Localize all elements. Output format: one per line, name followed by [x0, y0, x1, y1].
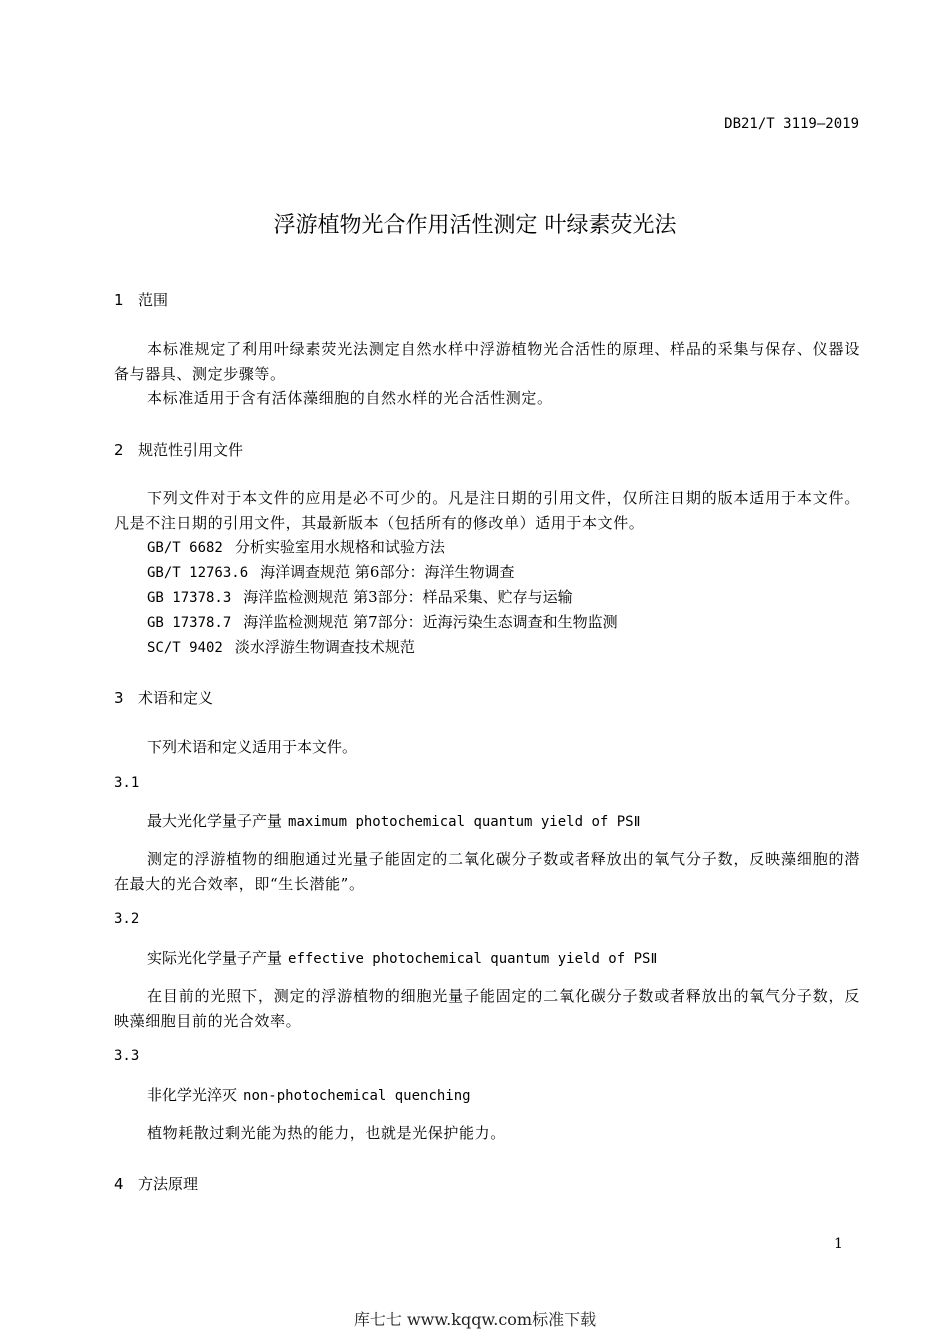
reference-item	[147, 636, 415, 657]
reference-item	[147, 561, 514, 582]
section-heading-2	[114, 439, 243, 460]
term-en: non-photochemical quenching	[243, 1088, 471, 1104]
reference-code: GB/T 6682	[147, 540, 223, 556]
section-number: 3	[114, 689, 124, 707]
section-heading-1	[114, 289, 168, 310]
reference-code: GB 17378.3	[147, 590, 232, 606]
term-en: maximum photochemical quantum yield of PSⅡ	[288, 814, 641, 830]
reference-name: 淡水浮游生物调查技术规范	[234, 638, 415, 656]
section-heading-4	[114, 1173, 198, 1194]
reference-item	[147, 536, 445, 557]
term-en: effective photochemical quantum yield of PSⅡ	[288, 951, 658, 967]
reference-code: SC/T 9402	[147, 640, 223, 656]
reference-code: GB 17378.7	[147, 615, 232, 631]
document-title: 浮游植物光合作用活性测定 叶绿素荧光法	[273, 213, 677, 238]
footer-watermark: 库七七 www.kqqw.com标准下载	[353, 1310, 597, 1329]
reference-code: GB/T 12763.6	[147, 565, 249, 581]
paragraph: 本标准适用于含有活体藻细胞的自然水样的光合活性测定。	[147, 389, 553, 407]
reference-item	[147, 586, 573, 607]
reference-name: 海洋监检测规范 第3部分：样品采集、贮存与运输	[243, 588, 573, 606]
reference-name: 海洋调查规范 第6部分：海洋生物调查	[260, 563, 515, 581]
section-title: 规范性引用文件	[138, 441, 244, 459]
term-definition: 在目前的光照下，测定的浮游植物的细胞光量子能固定的二氧化碳分子数或者释放出的氧气分子数，反映藻细胞目前的光合效率。	[114, 987, 860, 1030]
section-title: 范围	[138, 291, 169, 309]
section-number: 4	[114, 1175, 124, 1193]
subsection-number: 3.2	[114, 911, 140, 927]
section-title: 术语和定义	[138, 689, 214, 707]
subsection-number: 3.3	[114, 1048, 140, 1064]
reference-name: 海洋监检测规范 第7部分：近海污染生态调查和生物监测	[243, 613, 618, 631]
term-definition: 植物耗散过剩光能为热的能力，也就是光保护能力。	[147, 1124, 506, 1142]
paragraph: 本标准规定了利用叶绿素荧光法测定自然水样中浮游植物光合活性的原理、样品的采集与保存、仪器设备与器具、测定步骤等。	[114, 340, 860, 383]
section-title: 方法原理	[138, 1175, 199, 1193]
paragraph: 下列文件对于本文件的应用是必不可少的。凡是注日期的引用文件，仅所注日期的版本适用于本文件。凡是不注日期的引用文件，其最新版本（包括所有的修改单）适用于本文件。	[114, 489, 860, 532]
term-zh: 非化学光淬灭	[147, 1086, 238, 1104]
term-zh: 实际光化学量子产量	[147, 949, 283, 967]
reference-item	[147, 611, 618, 632]
term-heading	[147, 1084, 471, 1105]
term-heading	[147, 947, 657, 968]
standard-number: DB21/T 3119—2019	[724, 116, 859, 132]
section-heading-3	[114, 687, 213, 708]
section-number: 2	[114, 441, 124, 459]
subsection-number: 3.1	[114, 775, 140, 791]
term-heading	[147, 810, 640, 831]
term-zh: 最大光化学量子产量	[147, 812, 283, 830]
term-definition: 测定的浮游植物的细胞通过光量子能固定的二氧化碳分子数或者释放出的氧气分子数，反映藻细胞的潜在最大的光合效率，即“生长潜能”。	[114, 850, 860, 893]
reference-name: 分析实验室用水规格和试验方法	[234, 538, 445, 556]
section-number: 1	[114, 291, 124, 309]
paragraph: 下列术语和定义适用于本文件。	[147, 738, 358, 756]
page-number: 1	[834, 1236, 843, 1252]
